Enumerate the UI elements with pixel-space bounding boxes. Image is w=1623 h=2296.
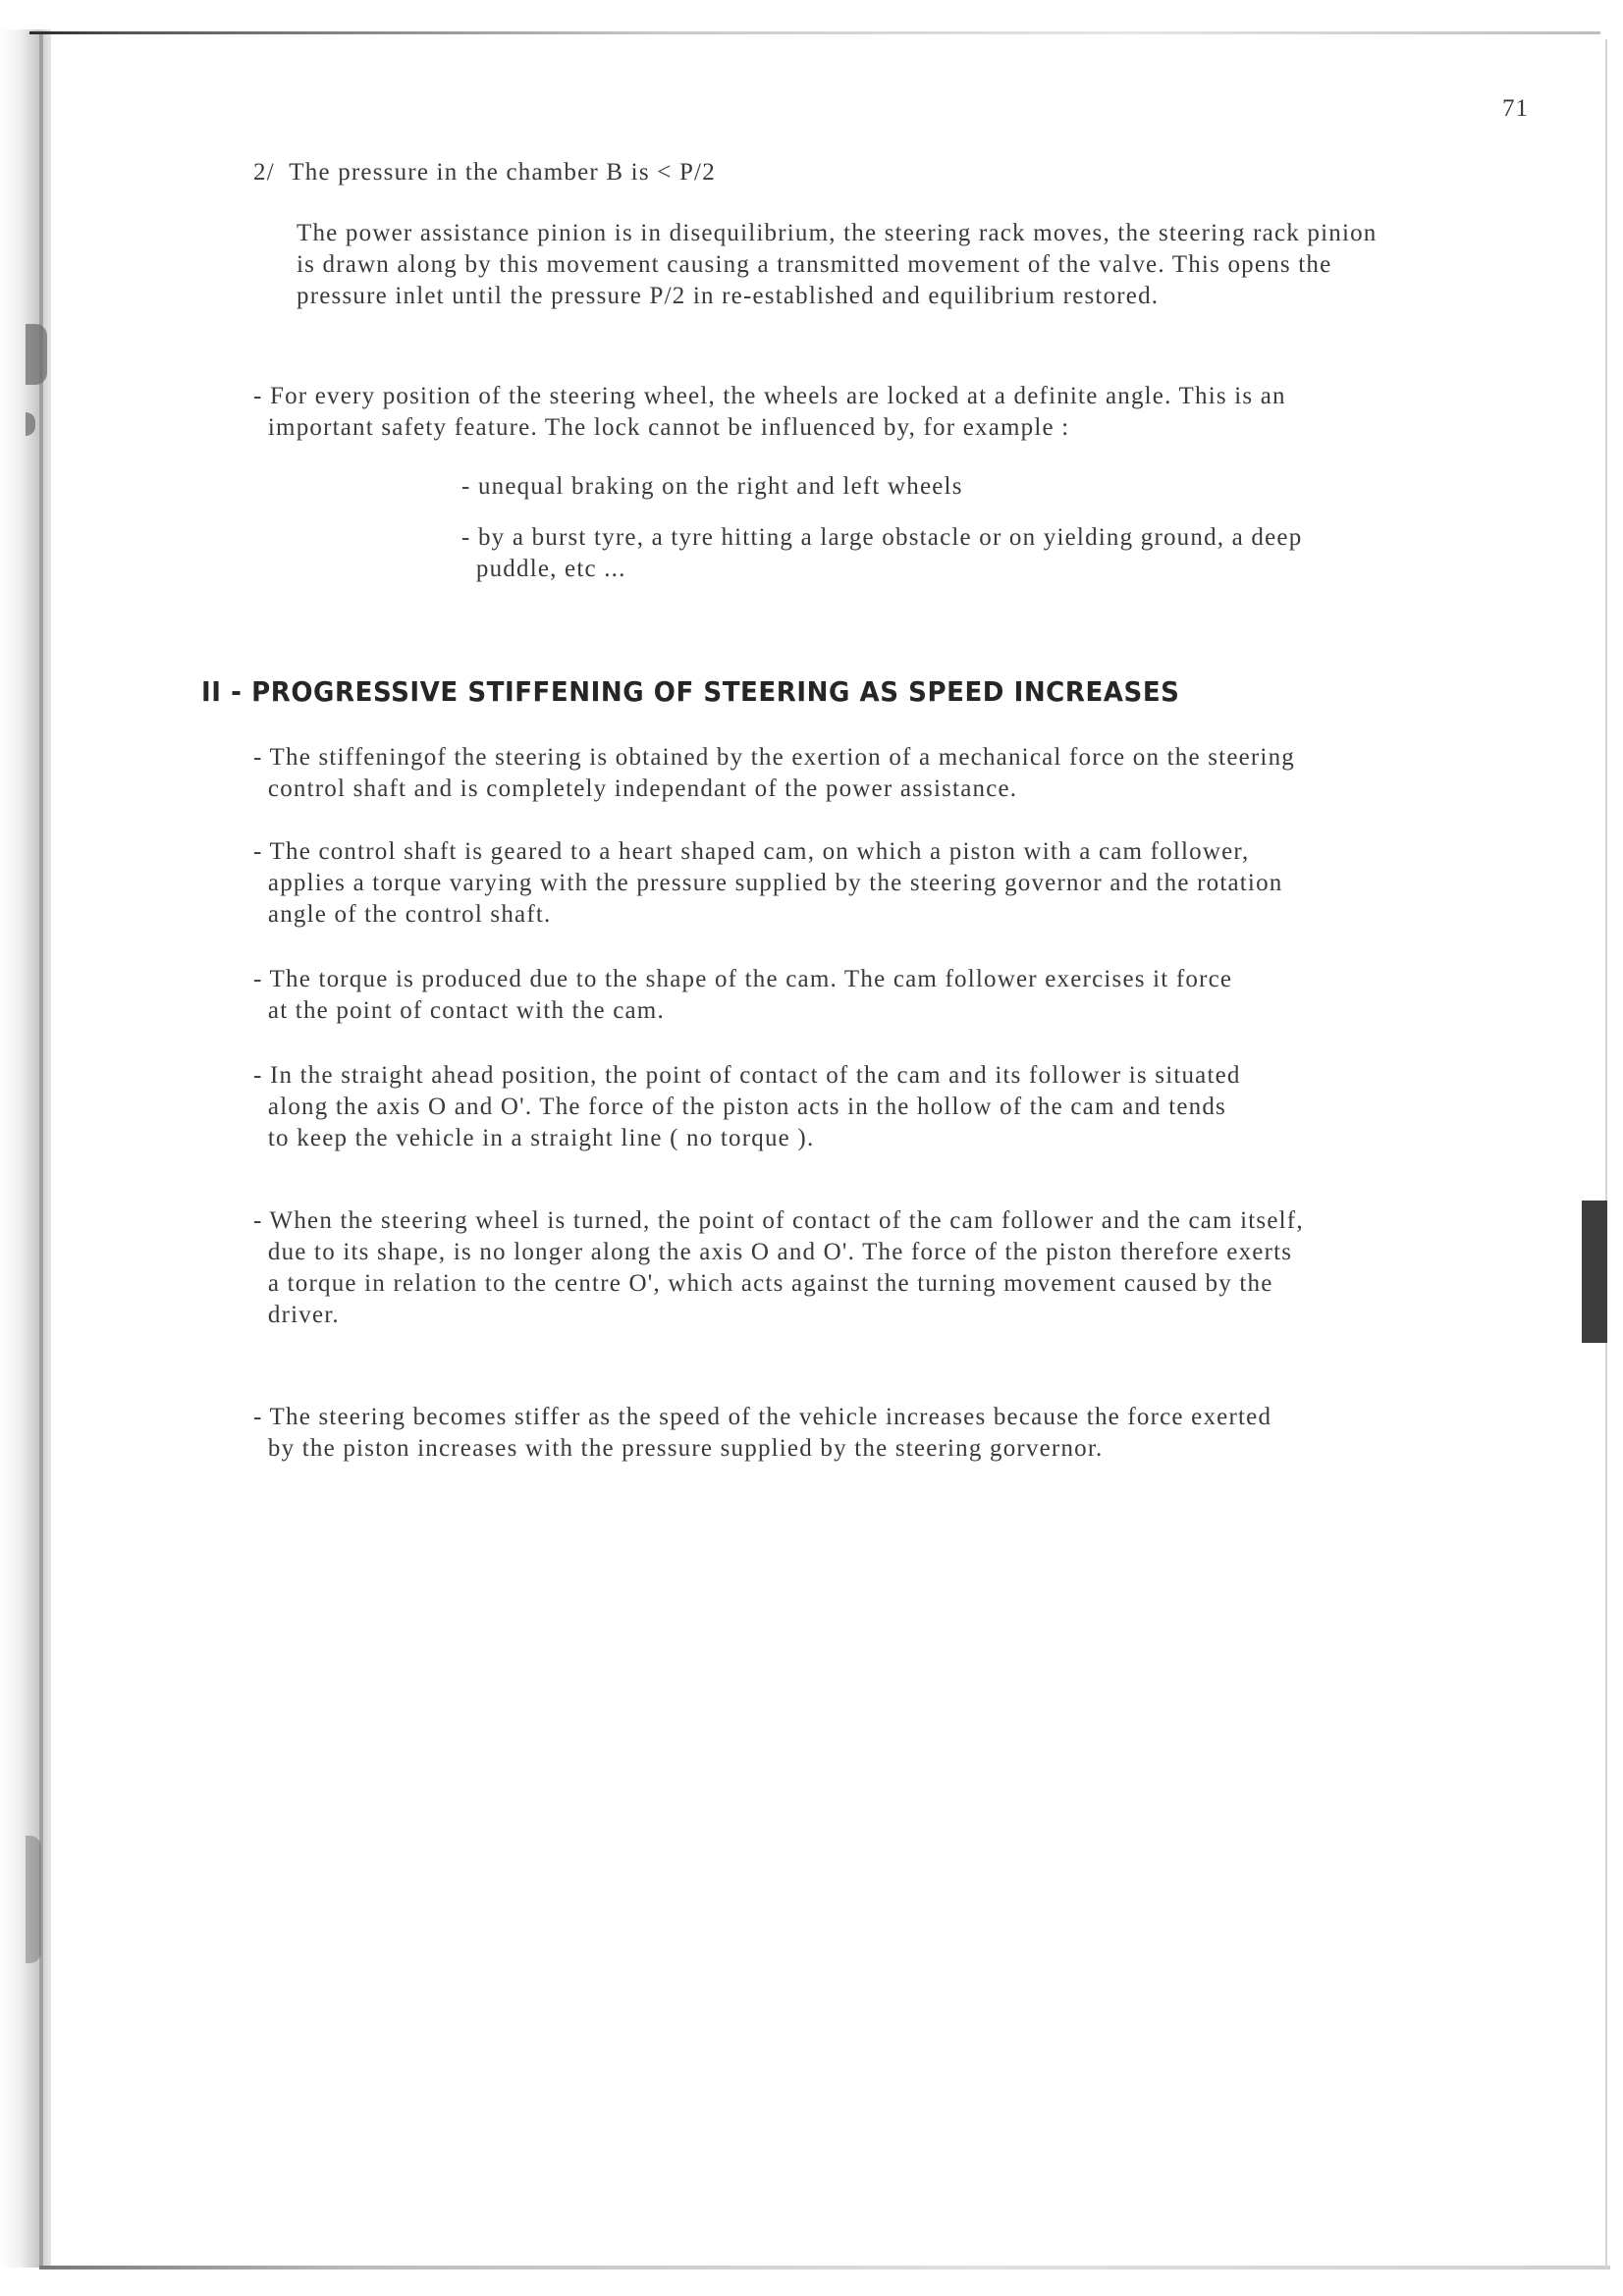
sub-item-1-line-1: - unequal braking on the right and left wheels: [461, 473, 963, 500]
bullet-5-line-4: driver.: [253, 1302, 340, 1328]
bullet-6-line-1: - The steering becomes stiffer as the speed of the vehicle increases because the force exerted: [253, 1404, 1272, 1430]
item-2-line-1: The power assistance pinion is in disequilibrium, the steering rack moves, the steering rack pinion: [297, 220, 1378, 246]
bullet-2-line-1: - The control shaft is geared to a heart shaped cam, on which a piston with a cam follower,: [253, 838, 1250, 865]
bullet-1-line-1: - The stiffeningof the steering is obtained by the exertion of a mechanical force on the steering: [253, 744, 1295, 771]
sub-item-2-line-1: - by a burst tyre, a tyre hitting a large obstacle or on yielding ground, a deep: [461, 524, 1303, 551]
bullet-1-line-2: control shaft and is completely independant of the power assistance.: [253, 775, 1018, 802]
bullet-6-line-2: by the piston increases with the pressure supplied by the steering gorvernor.: [253, 1435, 1104, 1462]
bullet-4-line-2: along the axis O and O'. The force of the piston acts in the hollow of the cam and tends: [253, 1094, 1226, 1120]
page-number: 71: [1502, 95, 1529, 122]
side-tab: [1582, 1201, 1607, 1343]
bullet-4-line-1: - In the straight ahead position, the point of contact of the cam and its follower is situated: [253, 1062, 1241, 1089]
scan-edge-right: [1605, 39, 1607, 2268]
bullet-5-line-1: - When the steering wheel is turned, the point of contact of the cam follower and the cam itself,: [253, 1207, 1304, 1234]
lock-point-line-1: - For every position of the steering wheel, the wheels are locked at a definite angle. This is an: [253, 383, 1286, 409]
scan-edge-top: [29, 31, 1600, 34]
lock-point-line-2: important safety feature. The lock cannot be influenced by, for example :: [253, 414, 1070, 441]
item-2-title: 2/ The pressure in the chamber B is < P/2: [253, 159, 716, 186]
binder-hole-top: [26, 324, 47, 385]
sub-item-2-line-2: puddle, etc ...: [461, 556, 626, 582]
section-heading: II - PROGRESSIVE STIFFENING OF STEERING AS SPEED INCREASES: [201, 675, 1180, 708]
bullet-5-line-3: a torque in relation to the centre O', which acts against the turning movement caused by the: [253, 1270, 1273, 1297]
bullet-5-line-2: due to its shape, is no longer along the axis O and O'. The force of the piston therefore exerts: [253, 1239, 1293, 1265]
item-2-line-2: is drawn along by this movement causing a transmitted movement of the valve. This opens the: [297, 251, 1332, 278]
bullet-3-line-2: at the point of contact with the cam.: [253, 997, 665, 1024]
scan-edge-bottom: [39, 2266, 1610, 2269]
bullet-4-line-3: to keep the vehicle in a straight line ( no torque ).: [253, 1125, 815, 1151]
bullet-3-line-1: - The torque is produced due to the shape of the cam. The cam follower exercises it force: [253, 966, 1233, 992]
bullet-2-line-3: angle of the control shaft.: [253, 901, 552, 928]
bullet-2-line-2: applies a torque varying with the pressure supplied by the steering governor and the rotation: [253, 870, 1283, 896]
item-2-line-3: pressure inlet until the pressure P/2 in re-established and equilibrium restored.: [297, 283, 1160, 309]
binder-hole-bottom: [26, 1836, 41, 1963]
